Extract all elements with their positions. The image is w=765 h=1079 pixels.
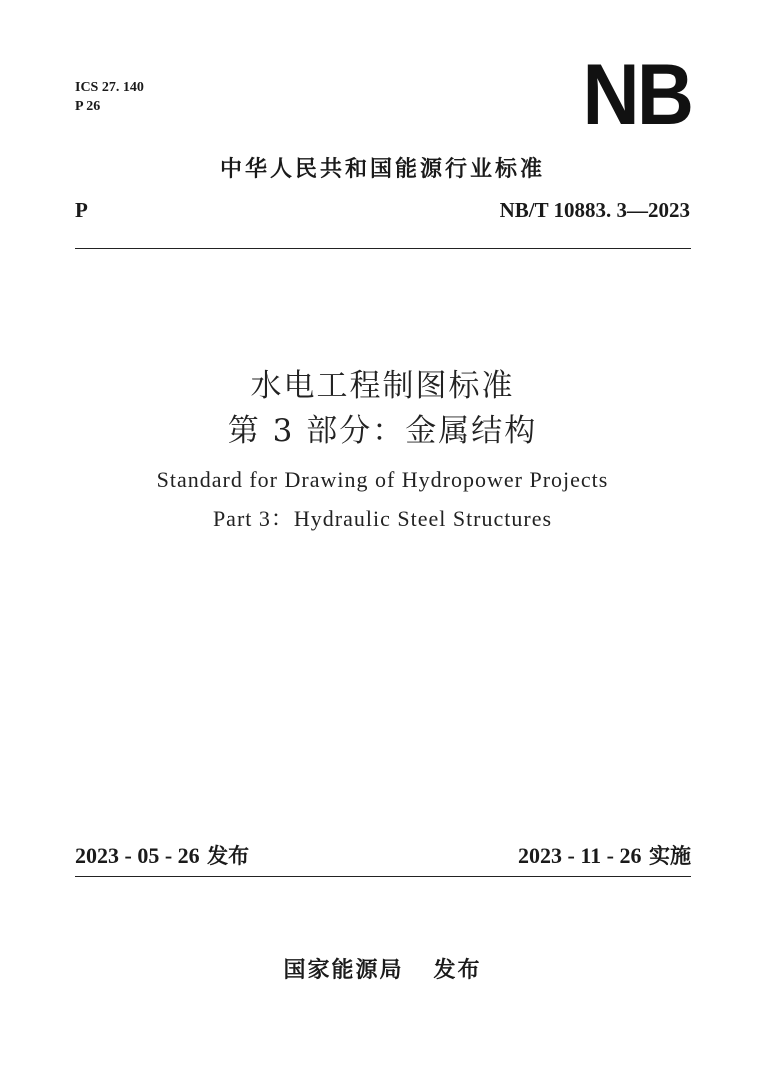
- top-divider: [75, 248, 691, 249]
- publisher-line: [0, 953, 765, 984]
- title-en-line2: Part 3：Hydraulic Steel Structures: [212, 506, 553, 531]
- ccs-code: P 26: [75, 99, 101, 114]
- publisher-name: 国家能源局: [283, 958, 404, 983]
- issue-date: [75, 840, 249, 870]
- standard-number: NB/T 10883. 3—2023: [499, 198, 690, 222]
- ics-block: [75, 78, 144, 116]
- title-en-line1: Standard for Drawing of Hydropower Projects: [156, 467, 609, 492]
- issue-date-value: 2023 - 05 - 26: [75, 843, 200, 868]
- implementation-date: [518, 840, 691, 870]
- implementation-label: 实施: [649, 844, 691, 868]
- ics-code: ICS 27. 140: [75, 80, 144, 95]
- publisher-action: 发布: [433, 958, 482, 983]
- title-cn-line2: 第 3 部分：金属结构: [227, 413, 538, 449]
- bottom-divider: [75, 876, 691, 877]
- title-cn-line1: 水电工程制图标准: [250, 368, 515, 404]
- classification-code: P: [75, 198, 88, 222]
- industry-standard-title: 中华人民共和国能源行业标准: [219, 157, 545, 182]
- nb-logo: NB: [582, 47, 691, 143]
- implementation-date-value: 2023 - 11 - 26: [518, 843, 642, 868]
- issue-label: 发布: [207, 844, 250, 868]
